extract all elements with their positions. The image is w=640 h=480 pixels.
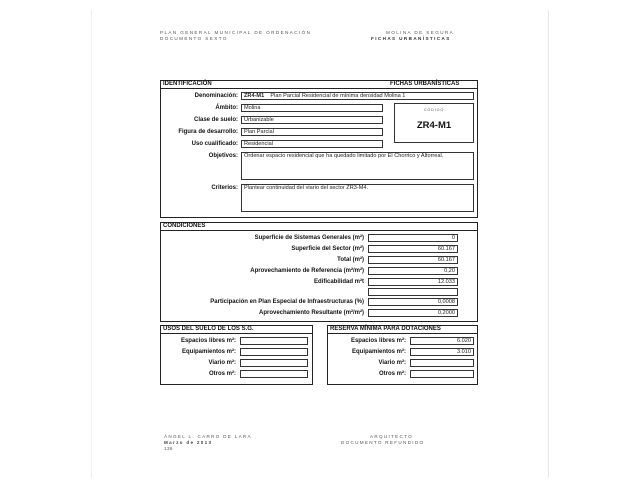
usos-equipamientos-value (240, 348, 308, 356)
footer-role: ARQUITECTO (370, 434, 414, 439)
footer-document-type: DOCUMENTO REFUNDIDO (341, 440, 425, 445)
clase-suelo-field: Urbanizable (241, 116, 383, 124)
superficie-sector-value: 60.167 (368, 245, 458, 253)
participacion-label: Participación en Plan Especial de Infraestructuras (%) (210, 299, 364, 305)
header-document-number: DOCUMENTO SEXTO (160, 36, 228, 41)
denominacion-code: ZR4-M1 (244, 93, 265, 99)
codigo-value: ZR4-M1 (416, 120, 452, 131)
denominacion-label: Denominación: (194, 93, 238, 99)
reserva-title: RESERVA MÍNIMA PARA DOTACIONES (330, 326, 441, 332)
usos-viario-value (240, 359, 308, 367)
aprovechamiento-resultante-value: 0,2000 (368, 309, 458, 317)
footer-author: ÁNGEL L. CARRO DE LARA (164, 434, 252, 439)
identificacion-title-rule (161, 88, 477, 89)
fichas-title: FICHAS URBANÍSTICAS (390, 81, 460, 87)
usos-viario-label: Viario m²: (208, 360, 236, 366)
aprovechamiento-referencia-label: Aprovechamiento de Referencia (m²/m²) (250, 268, 364, 274)
footer-date: Marzo de 2013 (164, 440, 213, 445)
usos-espacios-libres-value (240, 337, 308, 345)
total-value: 60.167 (368, 256, 458, 264)
superficie-sistemas-value: 0 (368, 234, 458, 242)
aprovechamiento-referencia-value: 0,20 (368, 267, 458, 275)
empty-condition-field (368, 288, 458, 296)
reserva-equipamientos-label: Equipamientos m²: (351, 349, 406, 355)
reserva-otros-value (410, 370, 474, 378)
header-municipality: MOLINA DE SEGURA (386, 30, 455, 35)
uso-cualificado-label: Uso cualificado: (191, 141, 238, 147)
figura-desarrollo-label: Figura de desarrollo: (178, 129, 238, 135)
usos-suelo-title-rule (161, 333, 312, 334)
reserva-equipamientos-value: 3.010 (410, 348, 474, 356)
header-plan-title: PLAN GENERAL MUNICIPAL DE ORDENACIÓN (160, 30, 312, 35)
reserva-viario-label: Viario m²: (378, 360, 406, 366)
ambito-label: Ámbito: (215, 105, 238, 111)
denominacion-value: Plan Parcial Residencial de mínima densidad Molina 1 (270, 93, 406, 99)
condiciones-title-rule (161, 230, 477, 231)
aprovechamiento-resultante-label: Aprovechamiento Resultante (m²/m²) (258, 310, 364, 316)
superficie-sector-label: Superficie del Sector (m²) (291, 246, 364, 252)
edificabilidad-value: 12.033 (368, 278, 458, 286)
footer-page-number: 136 (164, 446, 173, 451)
uso-cualificado-field: Residencial (241, 140, 383, 148)
header-section: FICHAS URBANÍSTICAS (371, 36, 451, 41)
reserva-otros-label: Otros m²: (379, 371, 406, 377)
clase-suelo-label: Clase de suelo: (193, 117, 238, 123)
usos-otros-value (240, 370, 308, 378)
usos-espacios-libres-label: Espacios libres m²: (180, 338, 236, 344)
reserva-title-rule (328, 333, 477, 334)
criterios-field: Plantear continuidad del viario del sector ZR3-M4. (241, 184, 474, 212)
codigo-box (394, 103, 474, 143)
usos-suelo-title: USOS DEL SUELO DE LOS S.G. (163, 326, 254, 332)
objetivos-label: Objetivos: (208, 153, 238, 159)
reserva-espacios-libres-label: Espacios libres m²: (350, 338, 406, 344)
condiciones-title: CONDICIONES (163, 223, 206, 229)
superficie-sistemas-label: Superficie de Sistemas Generales (m²) (254, 235, 364, 241)
reserva-viario-value (410, 359, 474, 367)
criterios-label: Criterios: (211, 185, 238, 191)
ambito-field: Molina (241, 104, 383, 112)
total-label: Total (m²) (337, 257, 364, 263)
usos-equipamientos-label: Equipamientos m²: (181, 349, 236, 355)
edificabilidad-label: Edificabilidad m²t (313, 279, 364, 285)
figura-desarrollo-field: Plan Parcial (241, 128, 383, 136)
objetivos-field: Ordenar espacio residencial que ha quedado limitado por El Chorrico y Altorreal. (241, 152, 474, 180)
usos-otros-label: Otros m²: (209, 371, 236, 377)
participacion-value: 0,0008 (368, 298, 458, 306)
reserva-espacios-libres-value: 6.020 (410, 337, 474, 345)
codigo-label: CÓDIGO (423, 108, 445, 112)
identificacion-title: IDENTIFICACIÓN (163, 81, 212, 87)
denominacion-field (241, 92, 474, 100)
